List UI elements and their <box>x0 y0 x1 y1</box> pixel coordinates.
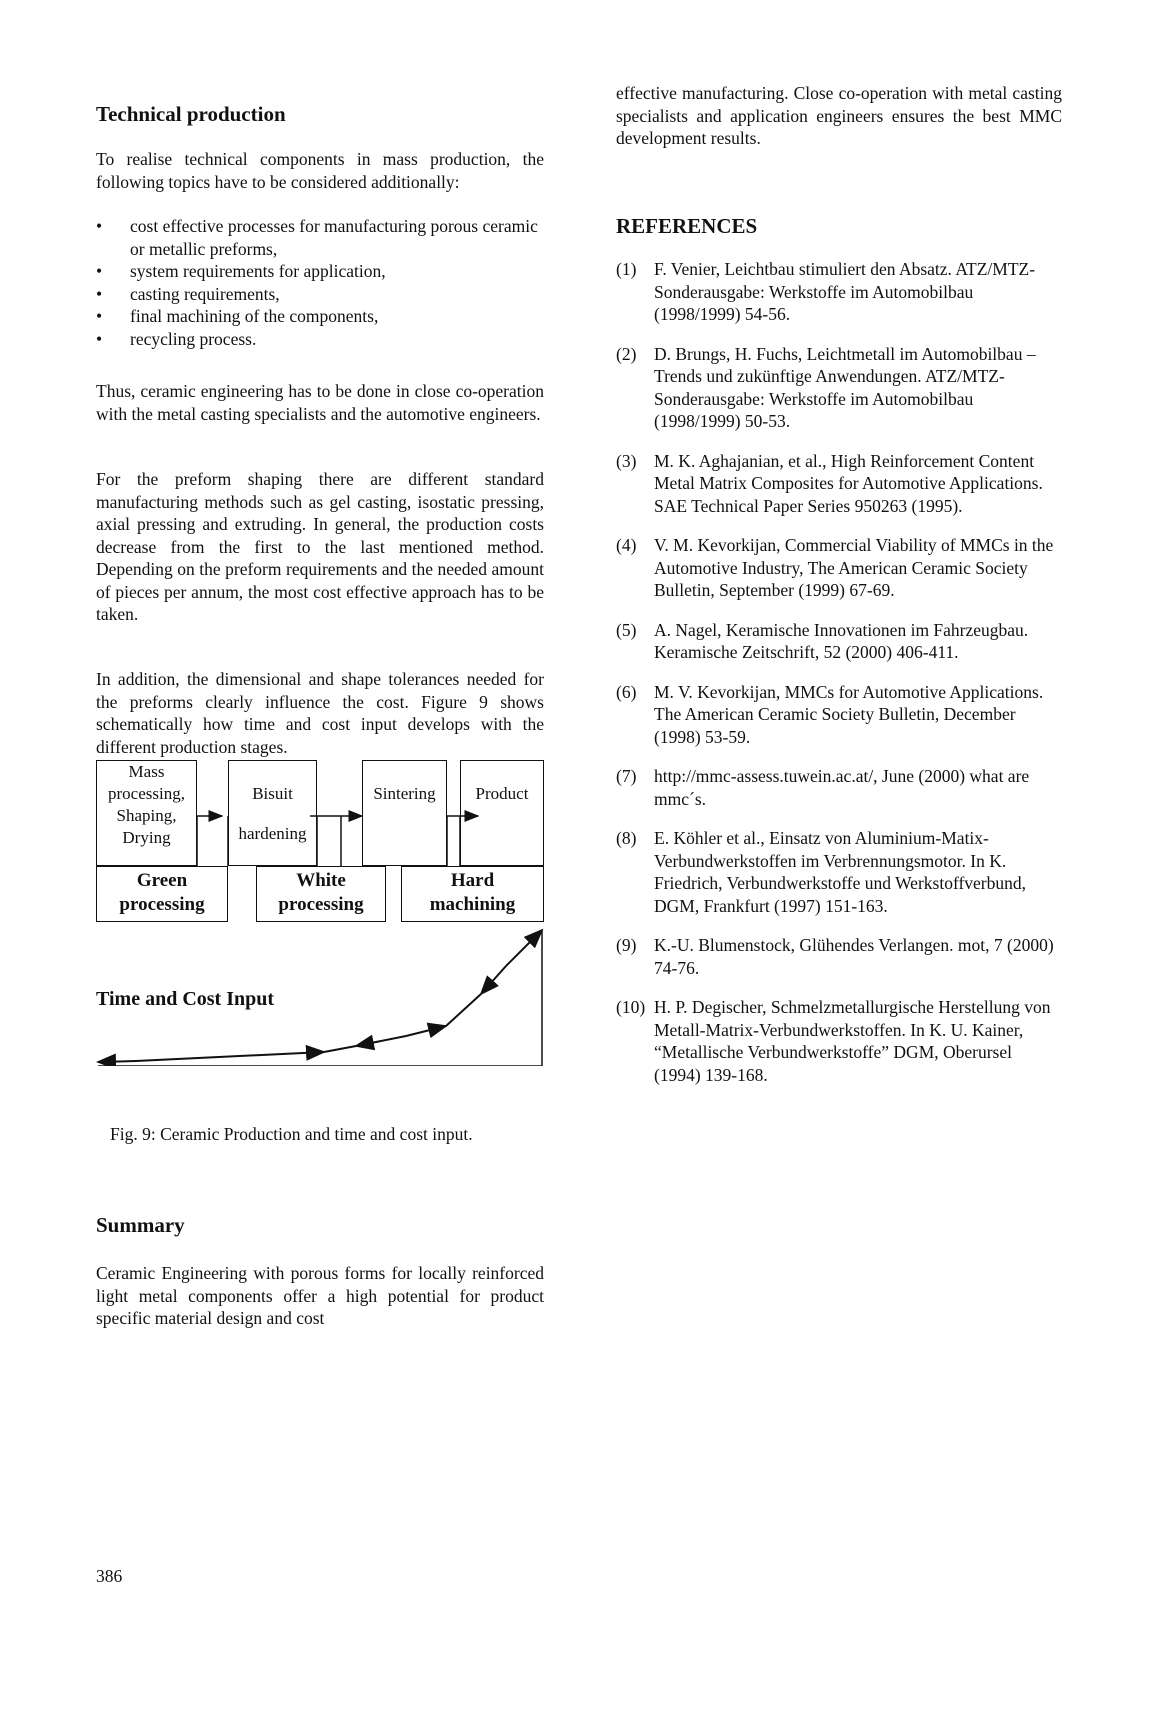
box-label: processing, <box>108 784 185 803</box>
list-item: • final machining of the components, <box>96 305 544 328</box>
figure-9 <box>96 756 544 1144</box>
time-cost-label: Time and Cost Input <box>96 988 275 1010</box>
section-heading-summary: Summary <box>96 1213 185 1237</box>
box-label: Shaping, <box>116 806 177 825</box>
reference-item: (2) D. Brungs, H. Fuchs, Leichtmetall im Automobilbau – Trends und zukünftige Anwendungen. ATZ/MTZ-Sonderausgabe: Werkstoffe im Automobilbau (1998/1999) 50-53. <box>616 343 1036 431</box>
section-heading-technical-production: Technical production <box>96 102 286 126</box>
reference-item: (3) M. K. Aghajanian, et al., High Reinforcement Content Metal Matrix Composites for Automotive Applications. SAE Technical Paper Series 950263 (1995). <box>616 450 1043 516</box>
reference-item: (8) E. Köhler et al., Einsatz von Aluminium-Matix-Verbundwerkstoffen im Verbrennungsmotor. In K. Friedrich, Verbundwerkstoffe und Werkstoffverbund, DGM, Frankfurt (1997) 151-163. <box>616 828 1027 916</box>
stage-label: machining <box>429 894 516 915</box>
stage-label: Green <box>136 870 188 891</box>
box-label: Sintering <box>373 784 436 803</box>
intro-paragraph: To realise technical components in mass production, the following topics have to be considered additionally: <box>96 149 544 192</box>
summary-paragraph: Ceramic Engineering with porous forms for locally reinforced light metal components offer a high potential for product specific material design and cost <box>96 1263 544 1328</box>
stage-label: White <box>296 870 346 891</box>
box-mass-processing <box>96 760 197 866</box>
list-item: • casting requirements, <box>96 283 544 306</box>
reference-item: (6) M. V. Kevorkijan, MMCs for Automotive Applications. The American Ceramic Society Bulletin, December (1998) 53-59. <box>616 681 1044 747</box>
section-heading-references: REFERENCES <box>616 214 758 238</box>
box-sintering <box>362 760 447 866</box>
stage-label: Hard <box>450 870 495 891</box>
list-item: • cost effective processes for manufacturing porous ceramic or metallic preforms, <box>96 215 544 260</box>
references-list <box>616 258 1062 1103</box>
page-number: 386 <box>96 1566 123 1586</box>
stage-label: processing <box>119 894 205 915</box>
figure-caption: Fig. 9: Ceramic Production and time and cost input. <box>110 1124 473 1144</box>
list-item: • system requirements for application, <box>96 260 544 283</box>
box-label: Bisuit <box>252 784 293 803</box>
paragraph-tolerances: In addition, the dimensional and shape tolerances needed for the preforms clearly influence the cost. Figure 9 shows schematically how time and cost input develops with the different production stages. <box>96 669 544 757</box>
reference-item: (10) H. P. Degischer, Schmelzmetallurgische Herstellung von Metall-Matrix-Verbundwerkstoffen. In K. U. Kainer, “Metallische Verbundwerkstoffe” DGM, Oberursel (1994) 139-168. <box>616 997 1051 1085</box>
reference-item: (7) http://mmc-assess.tuwein.ac.at/, June (2000) what are mmc´s. <box>616 766 1030 809</box>
paragraph-preform-shaping: For the preform shaping there are different standard manufacturing methods such as gel casting, isostatic pressing, axial pressing and extruding. In general, the production costs decrease from the first to the last mentioned method. Depending on the preform requirements and the needed amount of pieces per annum, the most cost effective approach has to be taken. <box>96 469 544 624</box>
continuation-paragraph: effective manufacturing. Close co-operation with metal casting specialists and application engineers ensures the best MMC development results. <box>616 83 1062 148</box>
stage-green-processing <box>96 866 228 922</box>
reference-item: (4) V. M. Kevorkijan, Commercial Viability of MMCs in the Automotive Industry, The American Ceramic Society Bulletin, September (1999) 67-69. <box>616 535 1054 600</box>
box-label: Product <box>475 784 529 803</box>
topics-list <box>96 215 544 350</box>
box-label: hardening <box>238 824 307 843</box>
reference-item: (5) A. Nagel, Keramische Innovationen im Fahrzeugbau. Keramische Zeitschrift, 52 (2000) 406-411. <box>616 619 1029 662</box>
stage-label: processing <box>278 894 364 915</box>
box-product <box>460 760 544 866</box>
reference-item: (1) F. Venier, Leichtbau stimuliert den Absatz. ATZ/MTZ-Sonderausgabe: Werkstoffe im Automobilbau (1998/1999) 54-56. <box>616 259 1036 324</box>
stage-white-processing <box>256 866 386 922</box>
paragraph-cooperation: Thus, ceramic engineering has to be done in close co-operation with the metal casting specialists and the automotive engineers. <box>96 381 544 424</box>
box-label: Mass <box>128 762 165 781</box>
list-item: • recycling process. <box>96 328 544 351</box>
stage-hard-machining <box>401 866 544 922</box>
reference-item: (9) K.-U. Blumenstock, Glühendes Verlangen. mot, 7 (2000) 74-76. <box>616 935 1054 978</box>
box-bisuit-hardening <box>228 760 317 866</box>
box-label: Drying <box>122 828 171 847</box>
